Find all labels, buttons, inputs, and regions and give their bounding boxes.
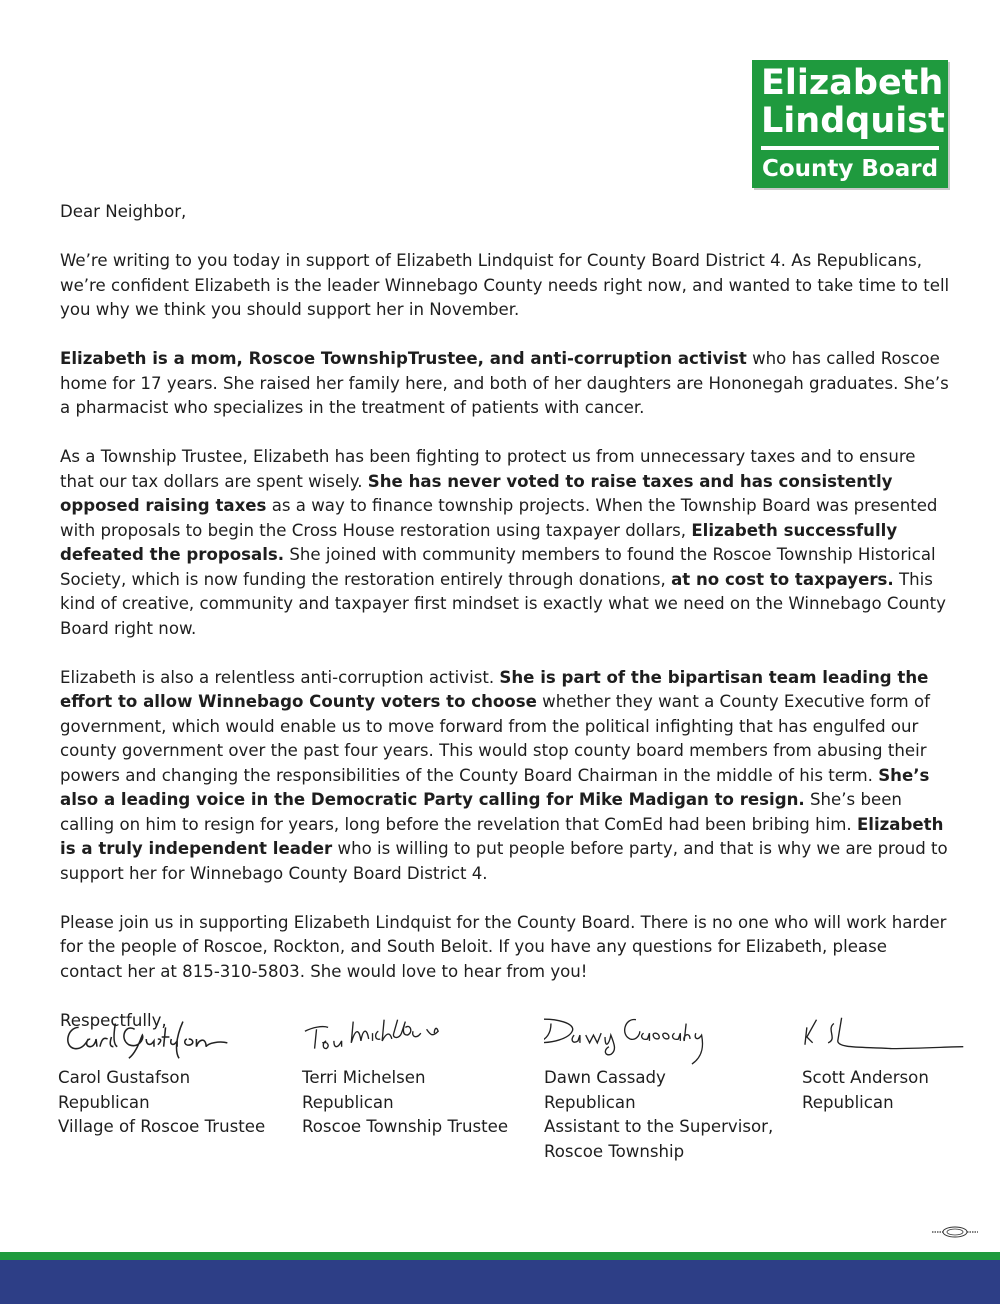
signatory-name: Carol Gustafson bbox=[58, 1068, 191, 1087]
signatory-name: Terri Michelsen bbox=[302, 1068, 426, 1087]
signatory-title-line2: Roscoe Township bbox=[544, 1141, 685, 1161]
logo-last-name: Lindquist bbox=[761, 101, 945, 141]
signatory-terri-michelsen bbox=[302, 1010, 508, 1140]
paragraph-text: She joined with community members to found the Roscoe Township Historical Society, which is now funding the restoration entirely through donations, bbox=[60, 545, 936, 589]
paragraph-taxes bbox=[60, 445, 952, 641]
bold-phrase: at no cost to taxpayers. bbox=[671, 569, 894, 589]
paragraph-text: She’s been calling on him to resign for years, long before the revelation that ComEd had been bribing him. bbox=[60, 790, 902, 834]
campaign-logo bbox=[752, 60, 948, 188]
handwritten-signature bbox=[302, 1010, 472, 1066]
paragraph-background bbox=[60, 347, 952, 421]
paragraph-text: whether they want a County Executive form of government, which would enable us to move forward from the political infighting that has engulfed our county government over the past four years. This would stop county board members from abusing their powers and changing the responsibilities of the County Board Chairman in the middle of his term. bbox=[60, 692, 930, 785]
signatory-carol-gustafson bbox=[58, 1010, 265, 1140]
paragraph-text: This kind of creative, community and taxpayer first mindset is exactly what we need on the Winnebago County Board right now. bbox=[60, 569, 947, 638]
closing: Respectfully, bbox=[60, 1010, 167, 1030]
union-bug-icon bbox=[932, 1226, 978, 1238]
signatory-title: Village of Roscoe Trustee bbox=[58, 1117, 266, 1136]
bold-phrase: Elizabeth successfully defeated the proposals. bbox=[60, 520, 898, 564]
salutation: Dear Neighbor, bbox=[60, 202, 187, 221]
paragraph-anti-corruption bbox=[60, 666, 952, 887]
bold-phrase: She has never voted to raise taxes and has consistently opposed raising taxes bbox=[60, 471, 893, 515]
paragraph-text: who has called Roscoe home for 17 years. She raised her family here, and both of her daughters are Hononegah graduates. She’s a pharmacist who specializes in the treatment of patients with cancer. bbox=[60, 349, 949, 417]
handwritten-signature bbox=[58, 1010, 248, 1066]
bold-phrase: Elizabeth is a truly independent leader bbox=[60, 814, 944, 858]
paragraph-text: As a Township Trustee, Elizabeth has been fighting to protect us from unnecessary taxes and to ensure that our tax dollars are spent wisely. bbox=[60, 447, 916, 491]
signatory-party: Republican bbox=[58, 1092, 150, 1112]
handwritten-signature bbox=[802, 1010, 972, 1066]
signatory-title: Roscoe Township Trustee bbox=[302, 1117, 509, 1136]
logo-divider bbox=[761, 146, 939, 150]
paragraph-call-to-action: Please join us in supporting Elizabeth Lindquist for the County Board. There is no one who will work harder for the people of Roscoe, Rockton, and South Beloit. If you have any questions for Elizabeth, please contact her at 815-310-5803. She would love to hear from you! bbox=[60, 912, 947, 981]
bold-phrase: She is part of the bipartisan team leading the effort to allow Winnebago County voters to choose bbox=[60, 667, 929, 711]
footer-blue-band bbox=[0, 1260, 1000, 1304]
signatory-party: Republican bbox=[802, 1092, 894, 1112]
logo-first-name: Elizabeth bbox=[761, 63, 944, 103]
logo-subtitle: County Board bbox=[761, 156, 939, 182]
bold-phrase: She’s also a leading voice in the Democratic Party calling for Mike Madigan to resign. bbox=[60, 765, 930, 809]
signatory-party: Republican bbox=[302, 1092, 394, 1112]
signatory-name: Scott Anderson bbox=[802, 1068, 929, 1087]
footer-green-stripe bbox=[0, 1252, 1000, 1260]
signatory-dawn-cassady bbox=[544, 1010, 773, 1164]
signatory-scott-anderson bbox=[802, 1010, 972, 1115]
paragraph-text: who is willing to put people before party, and that is why we are proud to support her for Winnebago County Board District 4. bbox=[60, 839, 948, 883]
signatory-party: Republican bbox=[544, 1092, 636, 1112]
paragraph-text: as a way to finance township projects. When the Township Board was presented with proposals to begin the Cross House restoration using taxpayer dollars, bbox=[60, 496, 938, 540]
signatory-title: Assistant to the Supervisor, bbox=[544, 1117, 774, 1136]
letter-body bbox=[60, 200, 952, 1058]
handwritten-signature bbox=[544, 1010, 724, 1066]
bold-phrase: Elizabeth is a mom, Roscoe TownshipTrustee, and anti-corruption activist bbox=[60, 349, 747, 368]
paragraph-intro: We’re writing to you today in support of Elizabeth Lindquist for County Board District 4. As Republicans, we’re confident Elizabeth is the leader Winnebago County needs right now, and wanted to take time to tell you why we think you should support her in November. bbox=[60, 251, 950, 319]
signatory-name: Dawn Cassady bbox=[544, 1068, 666, 1087]
paragraph-text: Elizabeth is also a relentless anti-corruption activist. bbox=[60, 667, 500, 687]
